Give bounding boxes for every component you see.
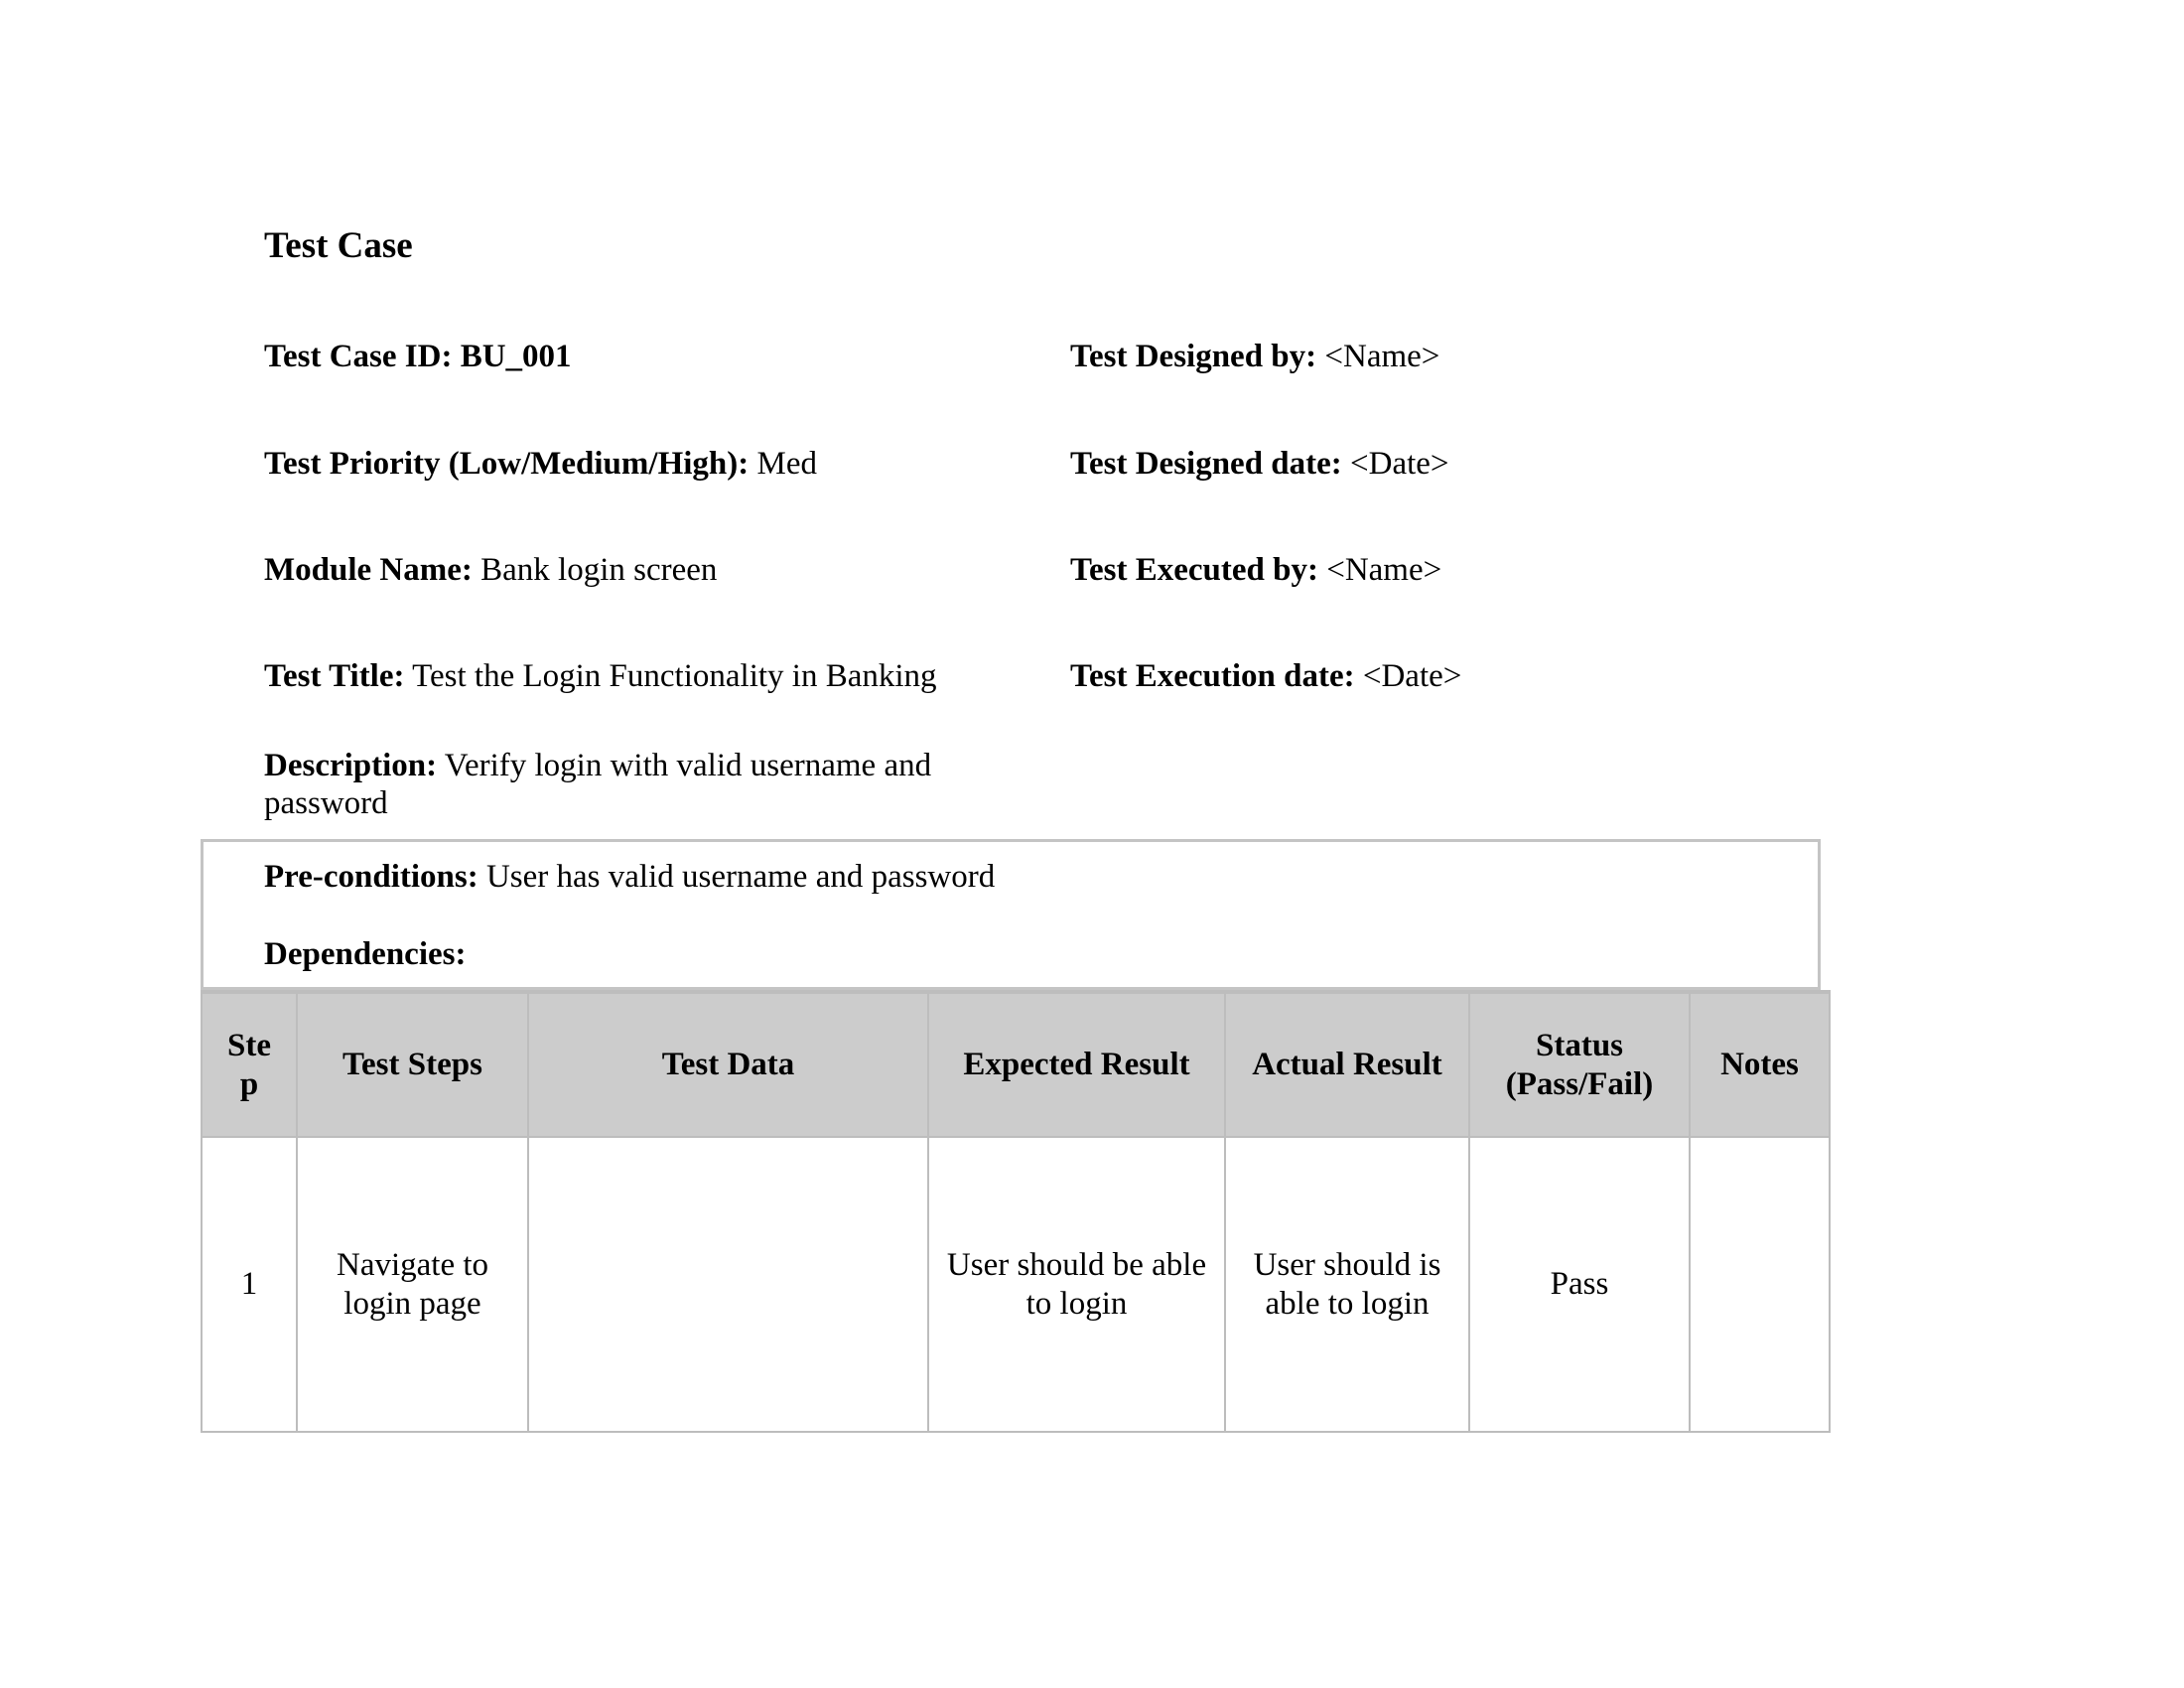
test-title-value: Test the Login Functionality in Banking [404,658,937,694]
module-name-field [264,552,717,590]
cell-test-data [528,1137,928,1432]
cell-notes [1690,1137,1830,1432]
test-executed-by-value: <Name> [1317,552,1442,588]
test-designed-by-field [1070,339,1439,376]
preconditions-value: User has valid username and password [478,859,996,895]
description-label: Description: [264,748,438,783]
column-header-test-steps: Test Steps [297,992,528,1137]
module-name-value: Bank login screen [472,552,718,588]
test-priority-field [264,446,817,484]
description-value: Verify login with valid username and password [264,748,932,821]
table-row [202,1137,1830,1432]
cell-status: Pass [1469,1137,1690,1432]
column-header-test-data: Test Data [528,992,928,1137]
test-designed-by-value: <Name> [1316,339,1440,374]
test-execution-date-value: <Date> [1354,658,1462,694]
test-title-field [264,658,937,696]
test-execution-date-label: Test Execution date: [1070,658,1355,694]
test-priority-label: Test Priority (Low/Medium/High): [264,446,750,482]
column-header-status: Status (Pass/Fail) [1469,992,1690,1137]
test-designed-date-value: <Date> [1341,446,1449,482]
test-case-id-field [264,339,572,376]
test-execution-date-field [1070,658,1461,696]
dependencies-field [264,936,466,974]
column-header-notes: Notes [1690,992,1830,1137]
test-designed-by-label: Test Designed by: [1070,339,1317,374]
column-header-step: Step [202,992,297,1137]
test-case-id-label: Test Case ID: BU_001 [264,339,572,374]
test-executed-by-label: Test Executed by: [1070,552,1318,588]
test-steps-table [201,990,1831,1433]
preconditions-label: Pre-conditions: [264,859,478,895]
page-title: Test Case [264,225,413,266]
column-header-actual-result: Actual Result [1225,992,1469,1137]
cell-step: 1 [202,1137,297,1432]
cell-test-steps: Navigate to login page [297,1137,528,1432]
test-designed-date-field [1070,446,1449,484]
module-name-label: Module Name: [264,552,473,588]
cell-expected-result: User should be able to login [928,1137,1225,1432]
test-priority-value: Med [749,446,817,482]
preconditions-field [264,859,995,897]
test-designed-date-label: Test Designed date: [1070,446,1342,482]
cell-actual-result: User should is able to login [1225,1137,1469,1432]
table-header-row [202,992,1830,1137]
dependencies-label: Dependencies: [264,936,467,972]
test-executed-by-field [1070,552,1441,590]
description-field [264,748,1019,823]
test-title-label: Test Title: [264,658,405,694]
column-header-expected-result: Expected Result [928,992,1225,1137]
